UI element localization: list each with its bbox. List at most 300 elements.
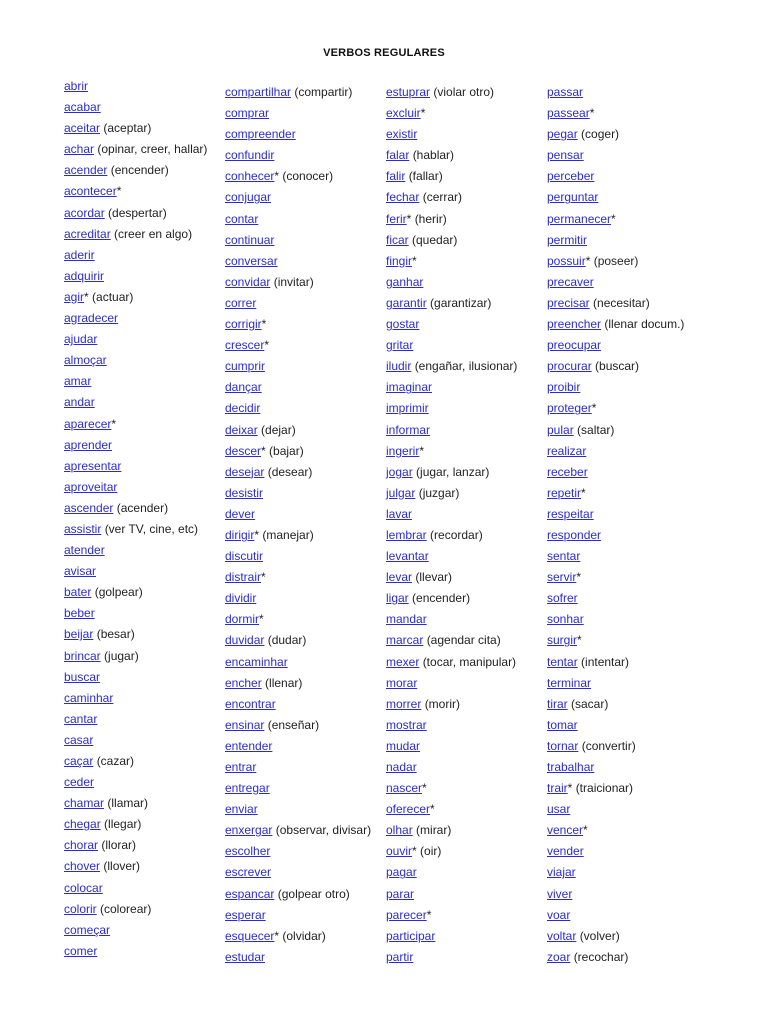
verb-link[interactable]: garantir [386, 295, 427, 310]
verb-entry [64, 582, 234, 603]
verb-link[interactable]: confundir [225, 148, 275, 163]
verb-link[interactable]: ensinar [225, 717, 265, 732]
spanish-translation: (oir) [420, 844, 442, 859]
verb-link[interactable]: colorir [64, 901, 97, 916]
verb-link[interactable]: enxergar [225, 823, 273, 838]
verb-link[interactable]: trabalhar [547, 760, 595, 774]
irregular-marker: * [406, 211, 412, 226]
verb-link[interactable]: morrer [386, 696, 422, 711]
spanish-translation: (poseer) [593, 253, 639, 268]
verb-entry [225, 525, 395, 546]
verb-link[interactable]: ficar [386, 232, 409, 247]
verb-link[interactable]: olhar [386, 823, 413, 838]
verb-entry [64, 856, 234, 877]
verb-link[interactable]: marcar [386, 633, 424, 648]
verb-entry [386, 652, 556, 673]
verb-entry [64, 920, 234, 941]
irregular-marker: * [274, 928, 280, 943]
verb-link[interactable]: informar [386, 422, 431, 437]
verb-link[interactable]: assistir [64, 521, 102, 536]
verb-link[interactable]: convidar [225, 274, 271, 289]
spanish-translation: (enseñar) [267, 717, 320, 732]
verb-link[interactable]: chover [64, 859, 101, 874]
verb-link[interactable]: comprar [225, 106, 270, 121]
verb-link[interactable]: cumprir [225, 359, 266, 374]
irregular-marker: * [116, 184, 122, 199]
verb-link[interactable]: usar [547, 802, 571, 817]
spanish-translation: (invitar) [273, 274, 314, 289]
irregular-marker: * [567, 781, 573, 796]
verb-link[interactable]: almoçar [64, 353, 107, 368]
verb-link[interactable]: mudar [386, 738, 421, 753]
verb-link[interactable]: nadar [386, 760, 417, 774]
verb-entry [547, 377, 717, 398]
spanish-translation: (ver TV, cine, etc) [104, 521, 199, 536]
verb-entry [386, 778, 556, 799]
verb-entry [225, 588, 395, 609]
verb-link[interactable]: entregar [225, 781, 270, 796]
verb-link[interactable]: passear [547, 106, 590, 121]
verb-link[interactable]: dançar [225, 380, 262, 395]
verb-link[interactable]: corrigir [225, 317, 262, 332]
verb-link[interactable]: preencher [547, 317, 602, 332]
verb-link[interactable]: jogar [386, 464, 413, 479]
verb-link[interactable]: julgar [386, 485, 416, 500]
verb-entry [386, 525, 556, 546]
verb-link[interactable]: cantar [64, 711, 98, 726]
verb-link[interactable]: vencer [547, 823, 584, 838]
verb-link[interactable]: aproveitar [64, 479, 118, 494]
verb-link[interactable]: chamar [64, 796, 105, 811]
verb-link[interactable]: sonhar [547, 612, 584, 627]
verb-link[interactable]: oferecer [386, 802, 431, 817]
spanish-translation: (acender) [116, 500, 169, 515]
verb-link[interactable]: desistir [225, 485, 264, 500]
verb-entry [225, 377, 395, 398]
verb-entry [64, 688, 234, 709]
verb-link[interactable]: perguntar [547, 190, 599, 205]
verb-link[interactable]: perceber [547, 169, 595, 184]
verb-entry [225, 820, 395, 841]
verb-link[interactable]: encaminhar [225, 654, 288, 669]
verb-link[interactable]: partir [386, 949, 414, 964]
verb-link[interactable]: bater [64, 585, 92, 600]
verb-entry [547, 420, 717, 441]
page-title: VERBOS REGULARES [323, 47, 445, 59]
spanish-translation: (olvidar) [282, 928, 326, 943]
verb-link[interactable]: viver [547, 886, 573, 901]
spanish-translation: (llorar) [101, 838, 137, 853]
verb-entry [386, 504, 556, 525]
verb-link[interactable]: aprender [64, 437, 113, 452]
verb-entry [64, 287, 234, 308]
spanish-translation: (herir) [414, 211, 447, 226]
verb-link[interactable]: encher [225, 675, 262, 690]
verb-link[interactable]: compreender [225, 127, 296, 142]
verb-link[interactable]: precisar [547, 295, 590, 310]
verb-link[interactable]: preocupar [547, 338, 602, 353]
verb-link[interactable]: ouvir [386, 844, 413, 859]
verb-entry [547, 462, 717, 483]
verb-link[interactable]: proteger [547, 401, 592, 416]
verb-link[interactable]: desejar [225, 464, 265, 479]
verb-link[interactable]: procurar [547, 359, 592, 374]
verb-entry [547, 694, 717, 715]
verb-link[interactable]: correr [225, 295, 257, 310]
verb-link[interactable]: aceitar [64, 121, 101, 136]
verb-entry [386, 145, 556, 166]
verb-link[interactable]: esquecer [225, 928, 275, 943]
verb-link[interactable]: conversar [225, 253, 278, 268]
irregular-marker: * [419, 443, 425, 458]
verb-link[interactable]: precaver [547, 274, 594, 289]
verb-link[interactable]: atender [64, 543, 105, 558]
verb-link[interactable]: voar [547, 907, 571, 922]
verb-link[interactable]: crescer [225, 338, 265, 353]
irregular-marker: * [426, 907, 432, 922]
verb-link[interactable]: parecer [386, 907, 427, 922]
verb-link[interactable]: acordar [64, 205, 105, 220]
verb-link[interactable]: excluir [386, 106, 421, 121]
verb-link[interactable]: terminar [547, 675, 592, 690]
verb-entry [225, 630, 395, 651]
verb-link[interactable]: trair [547, 781, 568, 796]
verb-entry [547, 166, 717, 187]
verb-link[interactable]: permitir [547, 232, 588, 247]
verb-entry [547, 757, 717, 778]
verb-entry [64, 561, 234, 582]
verb-entry [547, 293, 717, 314]
verb-entry [225, 799, 395, 820]
verb-entry [64, 814, 234, 835]
verb-entry [386, 715, 556, 736]
verb-link[interactable]: enviar [225, 802, 258, 817]
verb-link[interactable]: acabar [64, 100, 101, 115]
verb-entry [386, 947, 556, 968]
verb-entry [225, 230, 395, 251]
verb-entry [64, 646, 234, 667]
verb-entry [64, 76, 234, 97]
verb-entry [386, 272, 556, 293]
verb-entry [225, 609, 395, 630]
verb-entry [386, 124, 556, 145]
verb-link[interactable]: agir [64, 289, 85, 304]
verb-entry [386, 356, 556, 377]
verb-link[interactable]: nascer [386, 781, 423, 796]
verb-link[interactable]: colocar [64, 880, 103, 895]
verb-link[interactable]: brincar [64, 648, 101, 663]
verb-link[interactable]: amar [64, 374, 92, 389]
verb-link[interactable]: dirigir [225, 527, 255, 542]
verb-link[interactable]: dormir [225, 612, 260, 627]
verb-link[interactable]: falir [386, 169, 406, 184]
verb-entry [547, 272, 717, 293]
verb-link[interactable]: fechar [386, 190, 420, 205]
spanish-translation: (dudar) [267, 633, 307, 648]
spanish-translation: (llenar) [265, 675, 303, 690]
verb-link[interactable]: caminhar [64, 690, 114, 705]
verb-entry [386, 420, 556, 441]
verb-link[interactable]: adquirir [64, 268, 105, 283]
verb-entry [386, 757, 556, 778]
verb-link[interactable]: sentar [547, 549, 581, 564]
verb-link[interactable]: mexer [386, 654, 420, 669]
verb-link[interactable]: receber [547, 464, 588, 479]
verb-entry [64, 245, 234, 266]
verb-entry [547, 124, 717, 145]
verb-entry [64, 709, 234, 730]
verb-link[interactable]: dever [225, 506, 256, 521]
verb-entry [225, 694, 395, 715]
verb-entry [386, 694, 556, 715]
verb-link[interactable]: conjugar [225, 190, 272, 205]
verb-link[interactable]: estudar [225, 949, 266, 964]
verb-link[interactable]: ingerir [386, 443, 420, 458]
spanish-translation: (engañar, ilusionar) [414, 359, 518, 374]
spanish-translation: (observar, divisar) [275, 823, 372, 838]
verb-link[interactable]: gritar [386, 338, 414, 353]
spanish-translation: (jugar, lanzar) [416, 464, 490, 479]
verb-link[interactable]: esperar [225, 907, 266, 922]
verb-entry [64, 160, 234, 181]
spanish-translation: (quedar) [412, 232, 458, 247]
verb-entry [64, 899, 234, 920]
verb-link[interactable]: possuir [547, 253, 586, 268]
verb-link[interactable]: levantar [386, 549, 429, 564]
verb-link[interactable]: lavar [386, 506, 413, 521]
spanish-translation: (cazar) [96, 754, 135, 768]
verb-link[interactable]: descer [225, 443, 262, 458]
verb-link[interactable]: começar [64, 922, 111, 937]
spanish-translation: (llegar) [104, 817, 142, 832]
verb-link[interactable]: duvidar [225, 633, 265, 648]
irregular-marker: * [591, 401, 597, 416]
verb-link[interactable]: passar [547, 85, 584, 99]
verb-link[interactable]: mostrar [386, 717, 427, 732]
verb-link[interactable]: contar [225, 211, 259, 226]
verb-link[interactable]: andar [64, 395, 95, 410]
verb-link[interactable]: ferir [386, 211, 407, 226]
verb-link[interactable]: escrever [225, 865, 272, 880]
verb-entry [547, 736, 717, 757]
verb-link[interactable]: comer [64, 943, 98, 958]
verb-entry [386, 251, 556, 272]
verb-link[interactable]: tomar [547, 717, 578, 732]
verb-link[interactable]: continuar [225, 232, 275, 247]
irregular-marker: * [111, 416, 117, 431]
verb-link[interactable]: permanecer [547, 211, 612, 226]
spanish-translation: (traicionar) [575, 781, 634, 796]
verb-entry [547, 862, 717, 883]
spanish-translation: (manejar) [262, 527, 314, 542]
verb-entry [386, 166, 556, 187]
verb-link[interactable]: ascender [64, 500, 114, 515]
verb-entry [386, 905, 556, 926]
verb-entry [64, 878, 234, 899]
verb-link[interactable]: participar [386, 928, 436, 943]
spanish-translation: (mirar) [416, 823, 452, 838]
verb-link[interactable]: surgir [547, 633, 578, 648]
verb-entry [386, 293, 556, 314]
spanish-translation: (volver) [579, 928, 620, 943]
verb-link[interactable]: deixar [225, 422, 258, 437]
verb-link[interactable]: distrair [225, 570, 262, 585]
verb-link[interactable]: avisar [64, 564, 97, 579]
verb-entry [547, 525, 717, 546]
verb-entry [225, 778, 395, 799]
verb-entry [64, 835, 234, 856]
verb-link[interactable]: chegar [64, 817, 101, 832]
verb-link[interactable]: escolher [225, 844, 271, 859]
verb-entry [547, 441, 717, 462]
verb-link[interactable]: espancar [225, 886, 275, 901]
verb-entry [547, 820, 717, 841]
spanish-translation: (recordar) [430, 527, 483, 542]
spanish-translation: (convertir) [581, 738, 636, 753]
verb-link[interactable]: imaginar [386, 380, 433, 395]
verb-entry [225, 757, 395, 778]
verb-link[interactable]: acreditar [64, 226, 111, 241]
verb-link[interactable]: responder [547, 527, 602, 542]
verb-entry [386, 103, 556, 124]
verb-link[interactable]: proibir [547, 380, 581, 395]
verb-link[interactable]: existir [386, 127, 418, 142]
verb-link[interactable]: acontecer [64, 184, 117, 199]
verb-link[interactable]: pular [547, 422, 574, 437]
verb-link[interactable]: pegar [547, 127, 578, 142]
verb-link[interactable]: ligar [386, 591, 409, 606]
verb-link[interactable]: aderir [64, 247, 95, 262]
verb-link[interactable]: tentar [547, 654, 578, 669]
verb-entry [64, 667, 234, 688]
verb-link[interactable]: abrir [64, 79, 89, 93]
verb-entry [547, 314, 717, 335]
verb-link[interactable]: pagar [386, 865, 417, 880]
verb-link[interactable]: estuprar [386, 85, 431, 99]
verb-link[interactable]: entender [225, 738, 273, 753]
verb-link[interactable]: aparecer [64, 416, 112, 431]
verb-entry [547, 103, 717, 124]
verb-entry [547, 187, 717, 208]
spanish-translation: (encender) [110, 163, 169, 178]
verb-link[interactable]: zoar [547, 949, 571, 964]
verb-entry [64, 203, 234, 224]
verb-link[interactable]: falar [386, 148, 410, 163]
verb-link[interactable]: ajudar [64, 332, 98, 347]
verb-entry [386, 398, 556, 419]
verb-entry [386, 209, 556, 230]
irregular-marker: * [261, 317, 267, 332]
spanish-translation: (hablar) [412, 148, 455, 163]
verb-link[interactable]: discutir [225, 549, 264, 564]
verb-entry [225, 947, 395, 968]
spanish-translation: (despertar) [108, 205, 167, 220]
verb-entry [225, 272, 395, 293]
verb-link[interactable]: beber [64, 606, 95, 621]
verb-link[interactable]: dividir [225, 591, 257, 606]
verb-link[interactable]: beijar [64, 627, 94, 642]
verb-entry [64, 941, 234, 962]
irregular-marker: * [412, 844, 417, 859]
verb-entry [386, 884, 556, 905]
verb-entry [386, 736, 556, 757]
irregular-marker: * [581, 485, 586, 500]
verb-link[interactable]: achar [64, 142, 95, 157]
verb-link[interactable]: caçar [64, 754, 94, 768]
irregular-marker: * [430, 802, 435, 817]
verb-entry [386, 926, 556, 947]
verb-link[interactable]: servir [547, 570, 577, 585]
verb-entry [64, 498, 234, 519]
verb-entry [225, 103, 395, 124]
verb-entry [547, 884, 717, 905]
verb-link[interactable]: casar [64, 732, 94, 747]
verb-link[interactable]: lembrar [386, 527, 427, 542]
verb-entry [64, 224, 234, 245]
verb-link[interactable]: voltar [547, 928, 577, 943]
verb-entry [386, 483, 556, 504]
verb-column-4 [547, 82, 717, 968]
verb-link[interactable]: imprimir [386, 401, 429, 416]
irregular-marker: * [84, 289, 89, 304]
verb-entry [547, 673, 717, 694]
verb-link[interactable]: ceder [64, 775, 95, 790]
verb-link[interactable]: morar [386, 675, 418, 690]
verb-link[interactable]: chorar [64, 838, 99, 853]
verb-link[interactable]: entrar [225, 760, 257, 774]
verb-entry [225, 736, 395, 757]
verb-link[interactable]: iludir [386, 359, 412, 374]
verb-link[interactable]: agradecer [64, 311, 119, 326]
verb-entry [225, 398, 395, 419]
verb-link[interactable]: fingir [386, 253, 413, 268]
verb-link[interactable]: pensar [547, 148, 584, 163]
verb-entry [225, 209, 395, 230]
verb-link[interactable]: levar [386, 570, 413, 585]
verb-link[interactable]: compartilhar [225, 85, 292, 99]
verb-entry [64, 456, 234, 477]
verb-link[interactable]: tornar [547, 738, 579, 753]
verb-link[interactable]: tirar [547, 696, 568, 711]
verb-link[interactable]: parar [386, 886, 415, 901]
verb-link[interactable]: sofrer [547, 591, 578, 606]
verb-entry [386, 588, 556, 609]
irregular-marker: * [412, 253, 417, 268]
verb-link[interactable]: realizar [547, 443, 587, 458]
verb-link[interactable]: apresentar [64, 458, 122, 473]
verb-link[interactable]: viajar [547, 865, 576, 880]
spanish-translation: (llover) [103, 859, 141, 874]
verb-link[interactable]: buscar [64, 669, 101, 684]
verb-entry [225, 862, 395, 883]
verb-link[interactable]: mandar [386, 612, 427, 627]
verb-link[interactable]: acender [64, 163, 108, 178]
verb-entry [386, 609, 556, 630]
verb-link[interactable]: gostar [386, 317, 420, 332]
verb-link[interactable]: ganhar [386, 274, 424, 289]
spanish-translation: (compartir) [294, 85, 353, 99]
spanish-translation: (dejar) [261, 422, 296, 437]
verb-column-3 [386, 82, 556, 968]
verb-link[interactable]: encontrar [225, 696, 276, 711]
verb-link[interactable]: respeitar [547, 506, 594, 521]
spanish-translation: (jugar) [104, 648, 139, 663]
verb-link[interactable]: conhecer [225, 169, 275, 184]
verb-link[interactable]: decidir [225, 401, 261, 416]
verb-link[interactable]: vender [547, 844, 584, 859]
verb-entry [386, 377, 556, 398]
verb-link[interactable]: repetir [547, 485, 582, 500]
